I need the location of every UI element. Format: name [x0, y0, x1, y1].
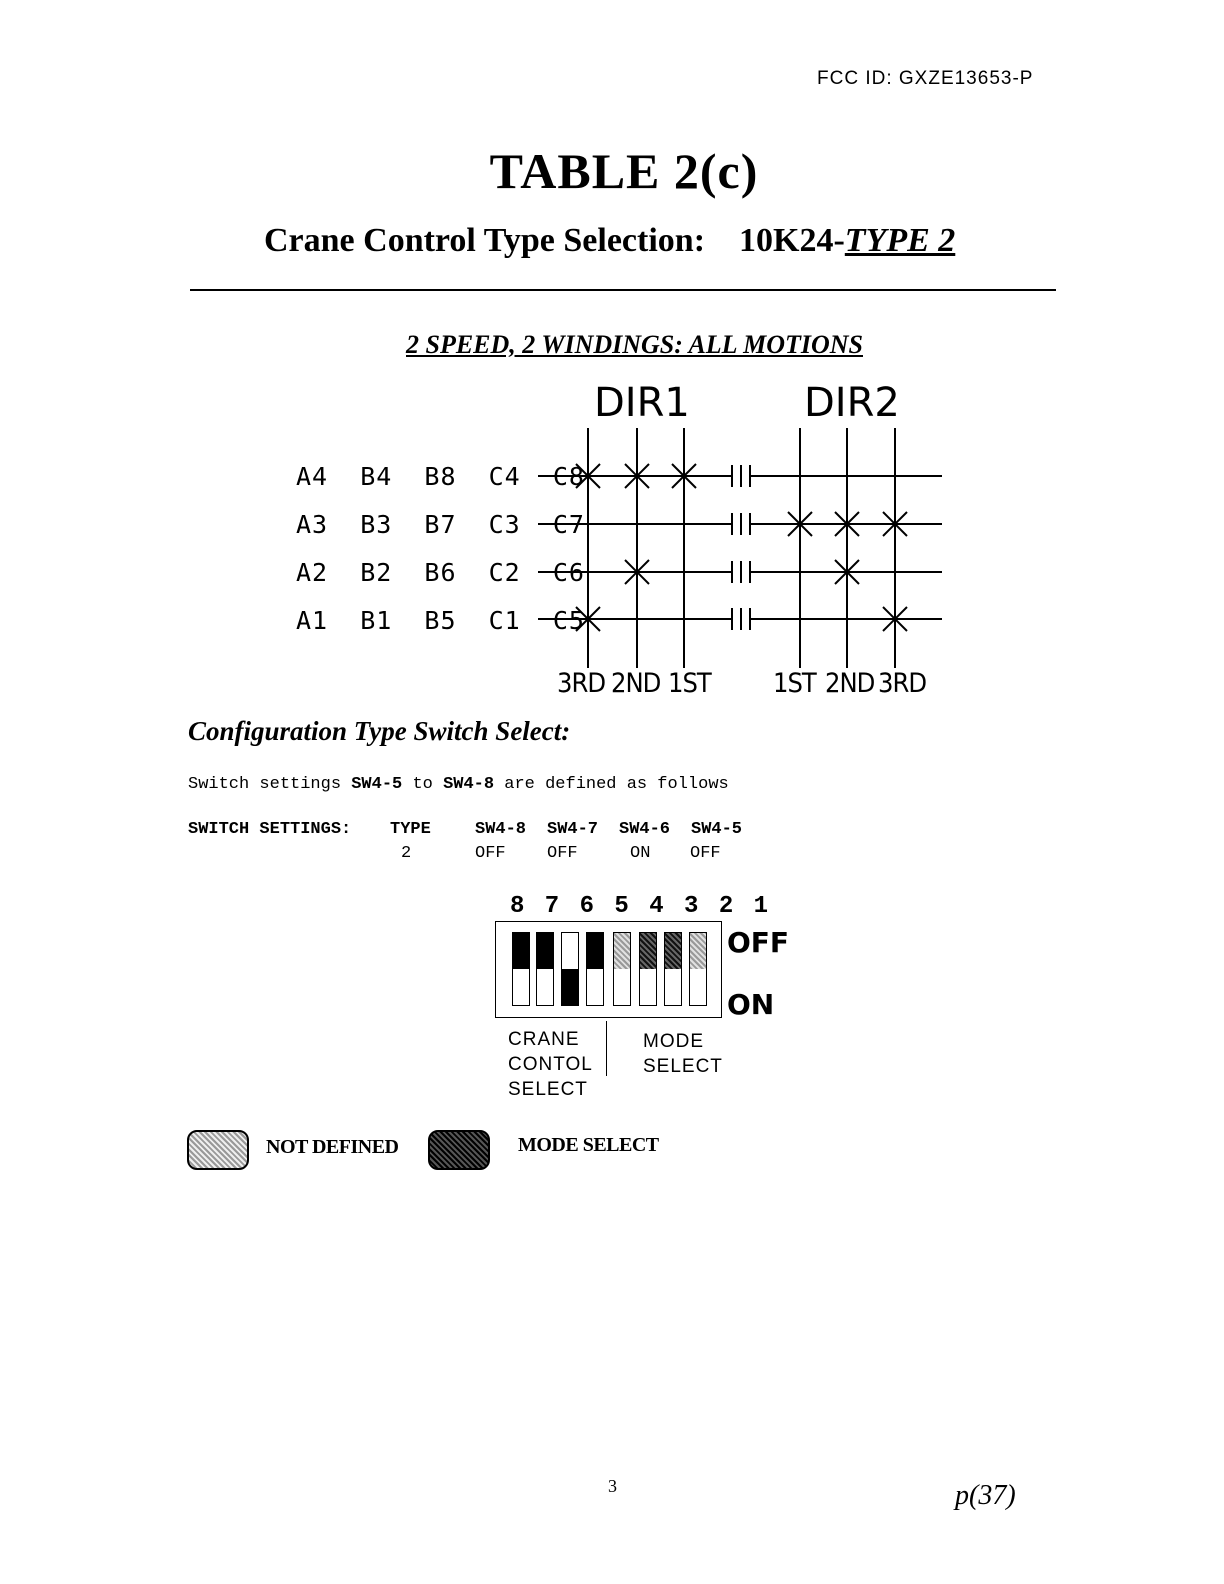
dip-switch-1	[689, 932, 707, 1006]
config-heading: Configuration Type Switch Select:	[188, 716, 571, 746]
grp-right-line-1: MODE	[643, 1031, 704, 1052]
config-description	[188, 775, 729, 794]
grp-right-line-2: SELECT	[643, 1056, 723, 1077]
dip-switch-block	[495, 921, 722, 1018]
dir1-pos-2: 2ND	[611, 668, 661, 699]
page-number: 3	[608, 1476, 617, 1496]
legend-not-defined: NOT DEFINED	[266, 1136, 399, 1158]
switch-value-sw4-6: ON	[630, 844, 651, 863]
type-header: TYPE	[390, 820, 431, 839]
dir2-pos-3: 3RD	[878, 668, 927, 699]
dir2-label: DIR2	[804, 380, 900, 426]
row-label-4: A1 B1 B5 C1 C5	[296, 606, 585, 635]
dip-off-label: OFF	[727, 926, 790, 959]
fcc-id: FCC ID: GXZE13653-P	[817, 68, 1034, 89]
dip-switch-8	[512, 932, 530, 1006]
switch-header-sw4-6: SW4-6	[619, 820, 671, 839]
switch-header-sw4-8: SW4-8	[475, 820, 527, 839]
dip-switch-5	[586, 932, 604, 1006]
subtitle-type: TYPE 2	[844, 222, 956, 259]
mode-select-label	[643, 1029, 723, 1079]
switch-header-sw4-5: SW4-5	[691, 820, 743, 839]
dir2-pos-1: 1ST	[773, 668, 816, 699]
desc-text-3: are defined as follows	[494, 775, 729, 794]
page-subtitle	[264, 222, 955, 260]
legend-swatch-mode-select	[428, 1130, 490, 1170]
grp-left-line-1: CRANE	[508, 1029, 580, 1050]
dip-switch-numbers: 8 7 6 5 4 3 2 1	[510, 893, 772, 920]
dip-switch-7	[536, 932, 554, 1006]
dir1-pos-3: 1ST	[668, 668, 711, 699]
contact-diagram	[530, 420, 950, 680]
row-label-1: A4 B4 B8 C4 C8	[296, 462, 585, 491]
switch-value-sw4-7: OFF	[547, 844, 578, 863]
row-label-2: A3 B3 B7 C3 C7	[296, 510, 585, 539]
dir1-pos-1: 3RD	[557, 668, 606, 699]
crane-control-select-label	[508, 1027, 593, 1102]
switch-value-sw4-8: OFF	[475, 844, 506, 863]
row-label-3: A2 B2 B6 C2 C6	[296, 558, 585, 587]
desc-text-2: to	[402, 775, 444, 794]
desc-text-1: Switch settings	[188, 775, 352, 794]
switch-header-sw4-7: SW4-7	[547, 820, 599, 839]
dip-switch-2	[664, 932, 682, 1006]
section-title: 2 SPEED, 2 WINDINGS: ALL MOTIONS	[406, 330, 863, 359]
handwritten-note: p(37)	[955, 1480, 1016, 1511]
dip-switch-6	[561, 932, 579, 1006]
subtitle-prefix: Crane Control Type Selection: 10K24-	[264, 222, 845, 259]
title-rule	[190, 289, 1056, 291]
dip-switch-4	[613, 932, 631, 1006]
grp-left-line-3: SELECT	[508, 1079, 588, 1100]
grp-left-line-2: CONTOL	[508, 1054, 593, 1075]
dip-switch-3	[639, 932, 657, 1006]
legend-mode-select: MODE SELECT	[518, 1134, 659, 1156]
desc-sw-end: SW4-8	[443, 775, 495, 794]
type-value: 2	[401, 844, 412, 863]
legend-swatch-not-defined	[187, 1130, 249, 1170]
dip-group-divider	[606, 1021, 607, 1076]
dir2-pos-2: 2ND	[825, 668, 875, 699]
dip-on-label: ON	[727, 988, 775, 1021]
desc-sw-start: SW4-5	[351, 775, 403, 794]
page-title: TABLE 2(c)	[489, 143, 759, 199]
switch-value-sw4-5: OFF	[690, 844, 721, 863]
settings-label: SWITCH SETTINGS:	[188, 820, 352, 839]
dir1-label: DIR1	[594, 380, 690, 426]
